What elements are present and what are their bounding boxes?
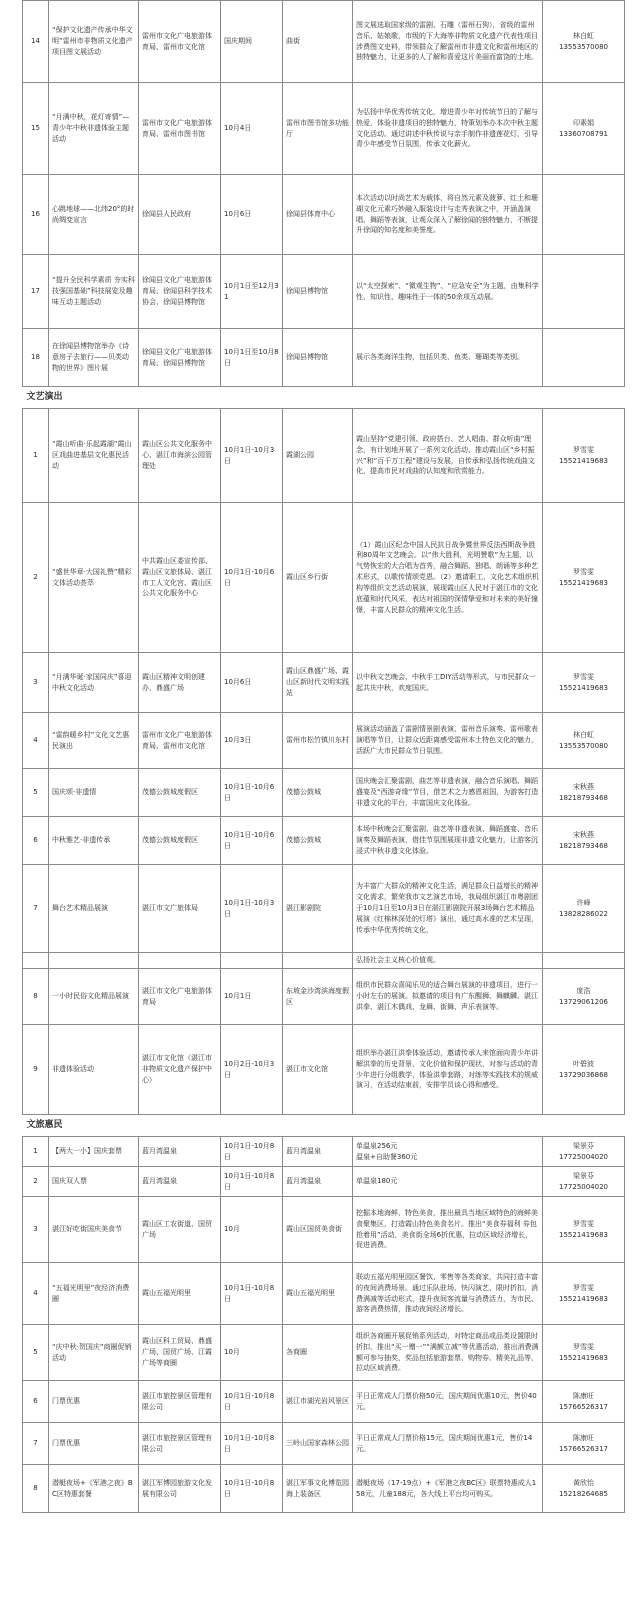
organizer: 湛江市文化广电旅游体育局 bbox=[139, 969, 221, 1025]
contact-person: 庞浩 13729061206 bbox=[543, 969, 625, 1025]
table-row bbox=[23, 175, 625, 255]
activity-content: 为丰富广大群众的精神文化生活，满足群众日益增长的精神文化需求，繁荣我市文艺演艺市场，我局组织湛江市粤剧团于10月1日至10月3日在湛江影剧院开展3场舞台艺术精品展演《红棉林深处的灯塔》演出，通过高水准的艺术呈现，传承中华优秀传统文化， bbox=[353, 865, 543, 953]
activity-name: “保护文化遗产传承中华文明”雷州市非物质文化遗产项目图文展活动 bbox=[49, 1, 139, 83]
row-number: 7 bbox=[23, 1423, 49, 1465]
date: 10月6日 bbox=[221, 175, 283, 255]
date: 10月1日-10月8日 bbox=[221, 1381, 283, 1423]
location: 徐闻县博物馆 bbox=[283, 255, 353, 329]
section-title: 文旅惠民 bbox=[23, 1115, 625, 1137]
contact-person: 罗雪雯 15521419683 bbox=[543, 503, 625, 653]
activity-name: 国庆双人票 bbox=[49, 1167, 139, 1197]
contact-person: 印素娟 13360708791 bbox=[543, 83, 625, 175]
activity-name: “庆中秋·贺国庆”商圈促销活动 bbox=[49, 1325, 139, 1381]
location: 霞湖公园 bbox=[283, 409, 353, 503]
activity-name: 舞台艺术精品展演 bbox=[49, 865, 139, 953]
organizer: 湛江军博园旅游文化发展有限公司 bbox=[139, 1465, 221, 1513]
row-number: 4 bbox=[23, 713, 49, 769]
location: 茂德公鼓城 bbox=[283, 817, 353, 865]
organizer: 徐闻县文化广电旅游体育局、徐闻县科学技术协会、徐闻县博物馆 bbox=[139, 255, 221, 329]
date: 10月1日-10月3日 bbox=[221, 409, 283, 503]
contact-person: 罗雪雯 15521419683 bbox=[543, 1263, 625, 1325]
organizer: 湛江市文化馆（湛江市非物质文化遗产保护中心） bbox=[139, 1025, 221, 1115]
table-row bbox=[23, 255, 625, 329]
table-row bbox=[23, 1197, 625, 1263]
activity-content: （1）霞山区纪念中国人民抗日战争暨世界反法西斯战争胜利80周年文艺晚会。以“伟大胜利，光明赞歌”为主题，以气势恢宏的大合唱为首秀，融合舞蹈、独唱、朗诵等多种艺术形式，以歌传情颂党恩。（2）邀请职工、文化艺术组织机构等组织文艺活动展演，展现霞山区人民对于湛江市的文化底蕴和时代风采，表达对祖国的深情挚爱和对未来的美好憧憬，丰富人民群众的精神文化生活。 bbox=[353, 503, 543, 653]
table-row bbox=[23, 409, 625, 503]
table-row bbox=[23, 503, 625, 653]
table-row bbox=[23, 817, 625, 865]
section-header-row bbox=[23, 387, 625, 409]
organizer: 雷州市文化广电旅游体育局、雷州市图书馆 bbox=[139, 83, 221, 175]
contact-person: 黄欣怡 15218264685 bbox=[543, 1465, 625, 1513]
organizer: 霞山五福光明里 bbox=[139, 1263, 221, 1325]
organizer: 湛江市旅控景区管理有限公司 bbox=[139, 1423, 221, 1465]
date: 国庆期间 bbox=[221, 1, 283, 83]
activity-content: 霞山坚持“党建引领、政府搭台、艺人唱曲、群众听曲”理念，有计划地开展了一系列文化活动，推动霞山区“乡村振兴”和“百千万工程”建设与发展，自传承和弘扬传统戏曲文化，提高市民对戏曲的认知度和欣赏能力。 bbox=[353, 409, 543, 503]
location: 霞山区国贸美食街 bbox=[283, 1197, 353, 1263]
activity-content: 图文展选取国家级的雷剧、石雕（雷州石狗），省级的雷州音乐、姑娘歌，市级的下大海等非物质文化遗产代表性项目涉费图文史料，带领群众了解雷州市非遗文化和雷州地区的独特魅力，让更多的人了解和喜爱这片美丽而富饶的土地。 bbox=[353, 1, 543, 83]
table-row bbox=[23, 769, 625, 817]
row-number: 9 bbox=[23, 1025, 49, 1115]
row-number: 18 bbox=[23, 329, 49, 387]
activity-name: “霞山听曲·乐起霞湖”霞山区戏曲进基层文化惠民活动 bbox=[49, 409, 139, 503]
date: 10月1日至10月8日 bbox=[221, 329, 283, 387]
row-number: 2 bbox=[23, 503, 49, 653]
activity-content: 组织市民群众喜闻乐见的适合舞台展演的非遗项目，进行一小时左右的展演。拟邀请的项目有广东醒狮、舞麒麟、湛江洪拳、湛江木偶戏、龙舞、街舞、声乐表演等。 bbox=[353, 969, 543, 1025]
activity-name: “五福光明里”夜经济消费圈 bbox=[49, 1263, 139, 1325]
contact-person: 叶碧波 13729036868 bbox=[543, 1025, 625, 1115]
date: 10月1日-10月8日 bbox=[221, 1465, 283, 1513]
activity-name: 在徐闻县博物馆举办《诗意房子去旅行——贝类动物的世界》图片展 bbox=[49, 329, 139, 387]
row-number: 2 bbox=[23, 1167, 49, 1197]
location: 湛江影剧院 bbox=[283, 865, 353, 953]
contact-person bbox=[543, 175, 625, 255]
activity-content: 本次活动以时尚艺术为载体，将自然元素及菠萝、红土和珊瑚文化元素巧妙融入服装设计与走秀表演之中，并涵盖演唱、舞蹈等表演，让观众深入了解徐闻的独特魅力，不断提升徐闻的知名度和美誉度。 bbox=[353, 175, 543, 255]
location: 三岭山国家森林公园 bbox=[283, 1423, 353, 1465]
organizer: 蓝月湾温泉 bbox=[139, 1137, 221, 1167]
table-row bbox=[23, 1381, 625, 1423]
location: 湛江市文化馆 bbox=[283, 1025, 353, 1115]
organizer: 湛江市文广旅体局 bbox=[139, 865, 221, 953]
location: 蓝月湾温泉 bbox=[283, 1137, 353, 1167]
activity-content: 以中秋文艺晚会、中秋手工DIY活动等形式，与市民群众一起共庆中秋，欢度国庆。 bbox=[353, 653, 543, 713]
activity-name: “提升全民科学素质 夯实科技强国基础”科技展览及趣味互动主题活动 bbox=[49, 255, 139, 329]
row-number: 1 bbox=[23, 1137, 49, 1167]
table-row bbox=[23, 1465, 625, 1513]
organizer: 雷州市文化广电旅游体育局、雷州市文化馆 bbox=[139, 713, 221, 769]
activity-content: 平日正常成人门票价格50元，国庆期间优惠10元，售价40元。 bbox=[353, 1381, 543, 1423]
date: 10月6日 bbox=[221, 653, 283, 713]
contact-person bbox=[543, 329, 625, 387]
contact-person: 罗雪雯 15521419683 bbox=[543, 1325, 625, 1381]
organizer: 霞山区工农街道、国贸广场 bbox=[139, 1197, 221, 1263]
location: 蓝月湾温泉 bbox=[283, 1167, 353, 1197]
activity-content: 平日正常成人门票价格15元，国庆期间优惠1元，售价14元。 bbox=[353, 1423, 543, 1465]
activity-name: 【两大一小】国庆套票 bbox=[49, 1137, 139, 1167]
table-row bbox=[23, 969, 625, 1025]
date: 10月1日-10月6日 bbox=[221, 769, 283, 817]
activity-content: 为弘扬中华优秀传统文化，增进青少年对传统节日的了解与热爱，体验非遗项目的独特魅力，特策划举办本次中秋主题文化活动。通过讲述中秋传说与亲手制作非遗莲花灯，引导青少年感受节日氛围，传承文化薪火。 bbox=[353, 83, 543, 175]
organizer: 徐闻县人民政府 bbox=[139, 175, 221, 255]
row-number: 8 bbox=[23, 1465, 49, 1513]
activity-content: 单温泉256元 温泉+自助餐360元 bbox=[353, 1137, 543, 1167]
date: 10月1日-10月8日 bbox=[221, 1263, 283, 1325]
activity-name bbox=[49, 953, 139, 969]
table-row bbox=[23, 1167, 625, 1197]
date: 10月1日至12月31 bbox=[221, 255, 283, 329]
date: 10月4日 bbox=[221, 83, 283, 175]
activity-name: 中秋雅艺·非遗传承 bbox=[49, 817, 139, 865]
location: 雷州市松竹镇川东村 bbox=[283, 713, 353, 769]
activity-name: 门票优惠 bbox=[49, 1381, 139, 1423]
row-number: 7 bbox=[23, 865, 49, 953]
row-number: 1 bbox=[23, 409, 49, 503]
organizer: 徐闻县文化广电旅游体育局、徐闻县博物馆 bbox=[139, 329, 221, 387]
location bbox=[283, 953, 353, 969]
organizer: 茂德公鼓城度假区 bbox=[139, 769, 221, 817]
activity-name: 一小时民俗文化精品展演 bbox=[49, 969, 139, 1025]
organizer: 霞山区公共文化服务中心、湛江市海滨公园管理处 bbox=[139, 409, 221, 503]
activity-name: 心跳地球——北纬20°的时尚绸变宣言 bbox=[49, 175, 139, 255]
organizer: 蓝月湾温泉 bbox=[139, 1167, 221, 1197]
activity-name: “月满中秋，花灯寄情”—青少年中秋非遗体验主题活动 bbox=[49, 83, 139, 175]
organizer: 霞山区精神文明创建办、鼎盛广场 bbox=[139, 653, 221, 713]
table-row bbox=[23, 1025, 625, 1115]
row-number: 14 bbox=[23, 1, 49, 83]
event-table bbox=[22, 0, 625, 1513]
date: 10月1日-10月8日 bbox=[221, 1423, 283, 1465]
table-row bbox=[23, 1, 625, 83]
activity-content: 本场中秋晚会汇聚雷剧、曲艺等非遗表演、舞蹈盛宴、音乐演奏及舞蹈表演，借佳节氛围展现非遗文化魅力，让游客沉浸式中秋非遗文化体验。 bbox=[353, 817, 543, 865]
activity-content: 以“太空探索”、“微观生物”、“应急安全”为主题，由集科学性、知识性、趣味性于一体的50余项互动展。 bbox=[353, 255, 543, 329]
date: 10月1日-10月6日 bbox=[221, 503, 283, 653]
activity-content: 组织举办湛江洪拳体验活动，邀请传承人来馆面向青少年讲解洪拳的历史背景、文化价值和保护现状，对参与活动的青少年进行分组教学，体验洪拳套路，对练等实践技术的规威演习，在活动结束前，安排学员谈心得和感受。 bbox=[353, 1025, 543, 1115]
row-number: 16 bbox=[23, 175, 49, 255]
date: 10月1日-10月6日 bbox=[221, 817, 283, 865]
row-number: 3 bbox=[23, 653, 49, 713]
contact-person: 宋秋燕 18218793468 bbox=[543, 817, 625, 865]
date: 10月1日 bbox=[221, 969, 283, 1025]
contact-person bbox=[543, 953, 625, 969]
location: 曲街 bbox=[283, 1, 353, 83]
contact-person bbox=[543, 255, 625, 329]
contact-person: 林白虹 13553570080 bbox=[543, 713, 625, 769]
date: 10月 bbox=[221, 1197, 283, 1263]
date: 10月2日-10月3日 bbox=[221, 1025, 283, 1115]
organizer: 中共霞山区委宣传部、霞山区文旅体局、湛江市工人文化宫、霞山区公共文化服务中心 bbox=[139, 503, 221, 653]
section-title: 文艺演出 bbox=[23, 387, 625, 409]
activity-name: “月满华诞·家国同庆”喜迎中秋文化活动 bbox=[49, 653, 139, 713]
location: 东坡金沙湾滨海度假区 bbox=[283, 969, 353, 1025]
activity-content: 弘扬社会主义核心价值观。 bbox=[353, 953, 543, 969]
row-number bbox=[23, 953, 49, 969]
event-table-sheet bbox=[22, 0, 624, 1513]
activity-content: 展示各类海洋生物，包括贝类、鱼类、珊瑚类等类别。 bbox=[353, 329, 543, 387]
location: 湛江军事文化博览园海上装备区 bbox=[283, 1465, 353, 1513]
date bbox=[221, 953, 283, 969]
activity-content: 国庆晚会汇聚雷剧、曲艺等非遗表演，融合音乐演唱、舞蹈盛宴及“西游奇缘”节目，借艺术之力感恩祖国，为游客打造非遗文化的平台，丰富国庆文化体验。 bbox=[353, 769, 543, 817]
contact-person: 陈康旺 15766526317 bbox=[543, 1423, 625, 1465]
activity-content: 单温泉180元 bbox=[353, 1167, 543, 1197]
row-number: 5 bbox=[23, 769, 49, 817]
table-row bbox=[23, 713, 625, 769]
location: 徐闻县博物馆 bbox=[283, 329, 353, 387]
location: 霞山五福光明里 bbox=[283, 1263, 353, 1325]
activity-content: 展演活动涵盖了雷剧情景剧表演、雷州音乐演奏、雷州歌表演唱等节目，让群众近距离感受雷州本土特色文化的魅力，活跃广大市民群众节日氛围。 bbox=[353, 713, 543, 769]
row-number: 5 bbox=[23, 1325, 49, 1381]
contact-person: 林白虹 13553570080 bbox=[543, 1, 625, 83]
location: 湛江市湖光岩风景区 bbox=[283, 1381, 353, 1423]
organizer: 茂德公鼓城度假区 bbox=[139, 817, 221, 865]
activity-name: “雷韵暖乡村”文化文艺惠民演出 bbox=[49, 713, 139, 769]
activity-content: 挖掘本地海鲜、特色美食，推出最具当地区域特色的海鲜美食聚集区，打造霞山特色美食名片。推出“美食券福利 券包抢着用”活动，美食街全场6折优惠，拉动区域经济增长，促进消费。 bbox=[353, 1197, 543, 1263]
contact-person: 罗雪雯 15521419683 bbox=[543, 653, 625, 713]
table-row bbox=[23, 653, 625, 713]
row-number: 3 bbox=[23, 1197, 49, 1263]
activity-content: 组织各商圈开展促销系列活动，对特定商品或品类设置限时折扣，推出“买一赠一”“满额立减”等优惠活动，推出消费满额可参与抽奖，奖品包括旅游套票、购物券、精美礼品等，拉动区域消费。 bbox=[353, 1325, 543, 1381]
row-number: 6 bbox=[23, 817, 49, 865]
row-number: 17 bbox=[23, 255, 49, 329]
date: 10月1日-10月3日 bbox=[221, 865, 283, 953]
contact-person: 罗雪雯 15521419683 bbox=[543, 1197, 625, 1263]
contact-person: 陈康旺 15766526317 bbox=[543, 1381, 625, 1423]
event-table-body bbox=[23, 1, 625, 1513]
date: 10月1日-10月8日 bbox=[221, 1167, 283, 1197]
table-row bbox=[23, 329, 625, 387]
location: 各商圈 bbox=[283, 1325, 353, 1381]
date: 10月 bbox=[221, 1325, 283, 1381]
section-header-row bbox=[23, 1115, 625, 1137]
activity-name: 潜艇夜场+《军港之夜》BC区特惠套餐 bbox=[49, 1465, 139, 1513]
row-number: 15 bbox=[23, 83, 49, 175]
activity-name: 湛江好吃街国庆美食节 bbox=[49, 1197, 139, 1263]
date: 10月3日 bbox=[221, 713, 283, 769]
table-row bbox=[23, 83, 625, 175]
contact-person: 宋秋燕 18218793468 bbox=[543, 769, 625, 817]
row-number: 8 bbox=[23, 969, 49, 1025]
location: 茂德公鼓城 bbox=[283, 769, 353, 817]
organizer: 湛江市旅控景区管理有限公司 bbox=[139, 1381, 221, 1423]
table-row bbox=[23, 953, 625, 969]
table-row bbox=[23, 1423, 625, 1465]
activity-name: 门票优惠 bbox=[49, 1423, 139, 1465]
table-row bbox=[23, 865, 625, 953]
contact-person: 罗雪雯 15521419683 bbox=[543, 409, 625, 503]
location: 霞山区乡行街 bbox=[283, 503, 353, 653]
table-row bbox=[23, 1263, 625, 1325]
contact-person: 许峰 13828286022 bbox=[543, 865, 625, 953]
contact-person: 梁景芬 17725004020 bbox=[543, 1137, 625, 1167]
row-number: 6 bbox=[23, 1381, 49, 1423]
organizer: 雷州市文化广电旅游体育局、雷州市文化馆 bbox=[139, 1, 221, 83]
activity-name: 非遗体验活动 bbox=[49, 1025, 139, 1115]
activity-name: 国庆颂·非遗情 bbox=[49, 769, 139, 817]
table-row bbox=[23, 1325, 625, 1381]
row-number: 4 bbox=[23, 1263, 49, 1325]
date: 10月1日-10月8日 bbox=[221, 1137, 283, 1167]
table-row bbox=[23, 1137, 625, 1167]
organizer bbox=[139, 953, 221, 969]
contact-person: 梁景芬 17725004020 bbox=[543, 1167, 625, 1197]
activity-content: 潜艇夜场（17-19点）+《军港之夜BC区》联票特惠成人158元，儿童188元，各大线上平台均可购买。 bbox=[353, 1465, 543, 1513]
activity-name: “盛世华章·大国礼赞”精彩文体活动荟萃 bbox=[49, 503, 139, 653]
organizer: 霞山区科工贸局、鼎盛广场、国贸广场、江霞广场等商圈 bbox=[139, 1325, 221, 1381]
location: 霞山区鼎盛广场、霞山区新时代文明实践站 bbox=[283, 653, 353, 713]
location: 雷州市图书馆多功能厅 bbox=[283, 83, 353, 175]
location: 徐闻县体育中心 bbox=[283, 175, 353, 255]
activity-content: 联动五福光明里园区餐饮、零售等各类商家，共同打造丰富的夜间消费场景。通过乐队驻场、快闪演艺、限时折扣、消费满减等活动形式，提升夜间客流量与消费活力，为市民、游客消费热情，推动夜间经济增长。 bbox=[353, 1263, 543, 1325]
